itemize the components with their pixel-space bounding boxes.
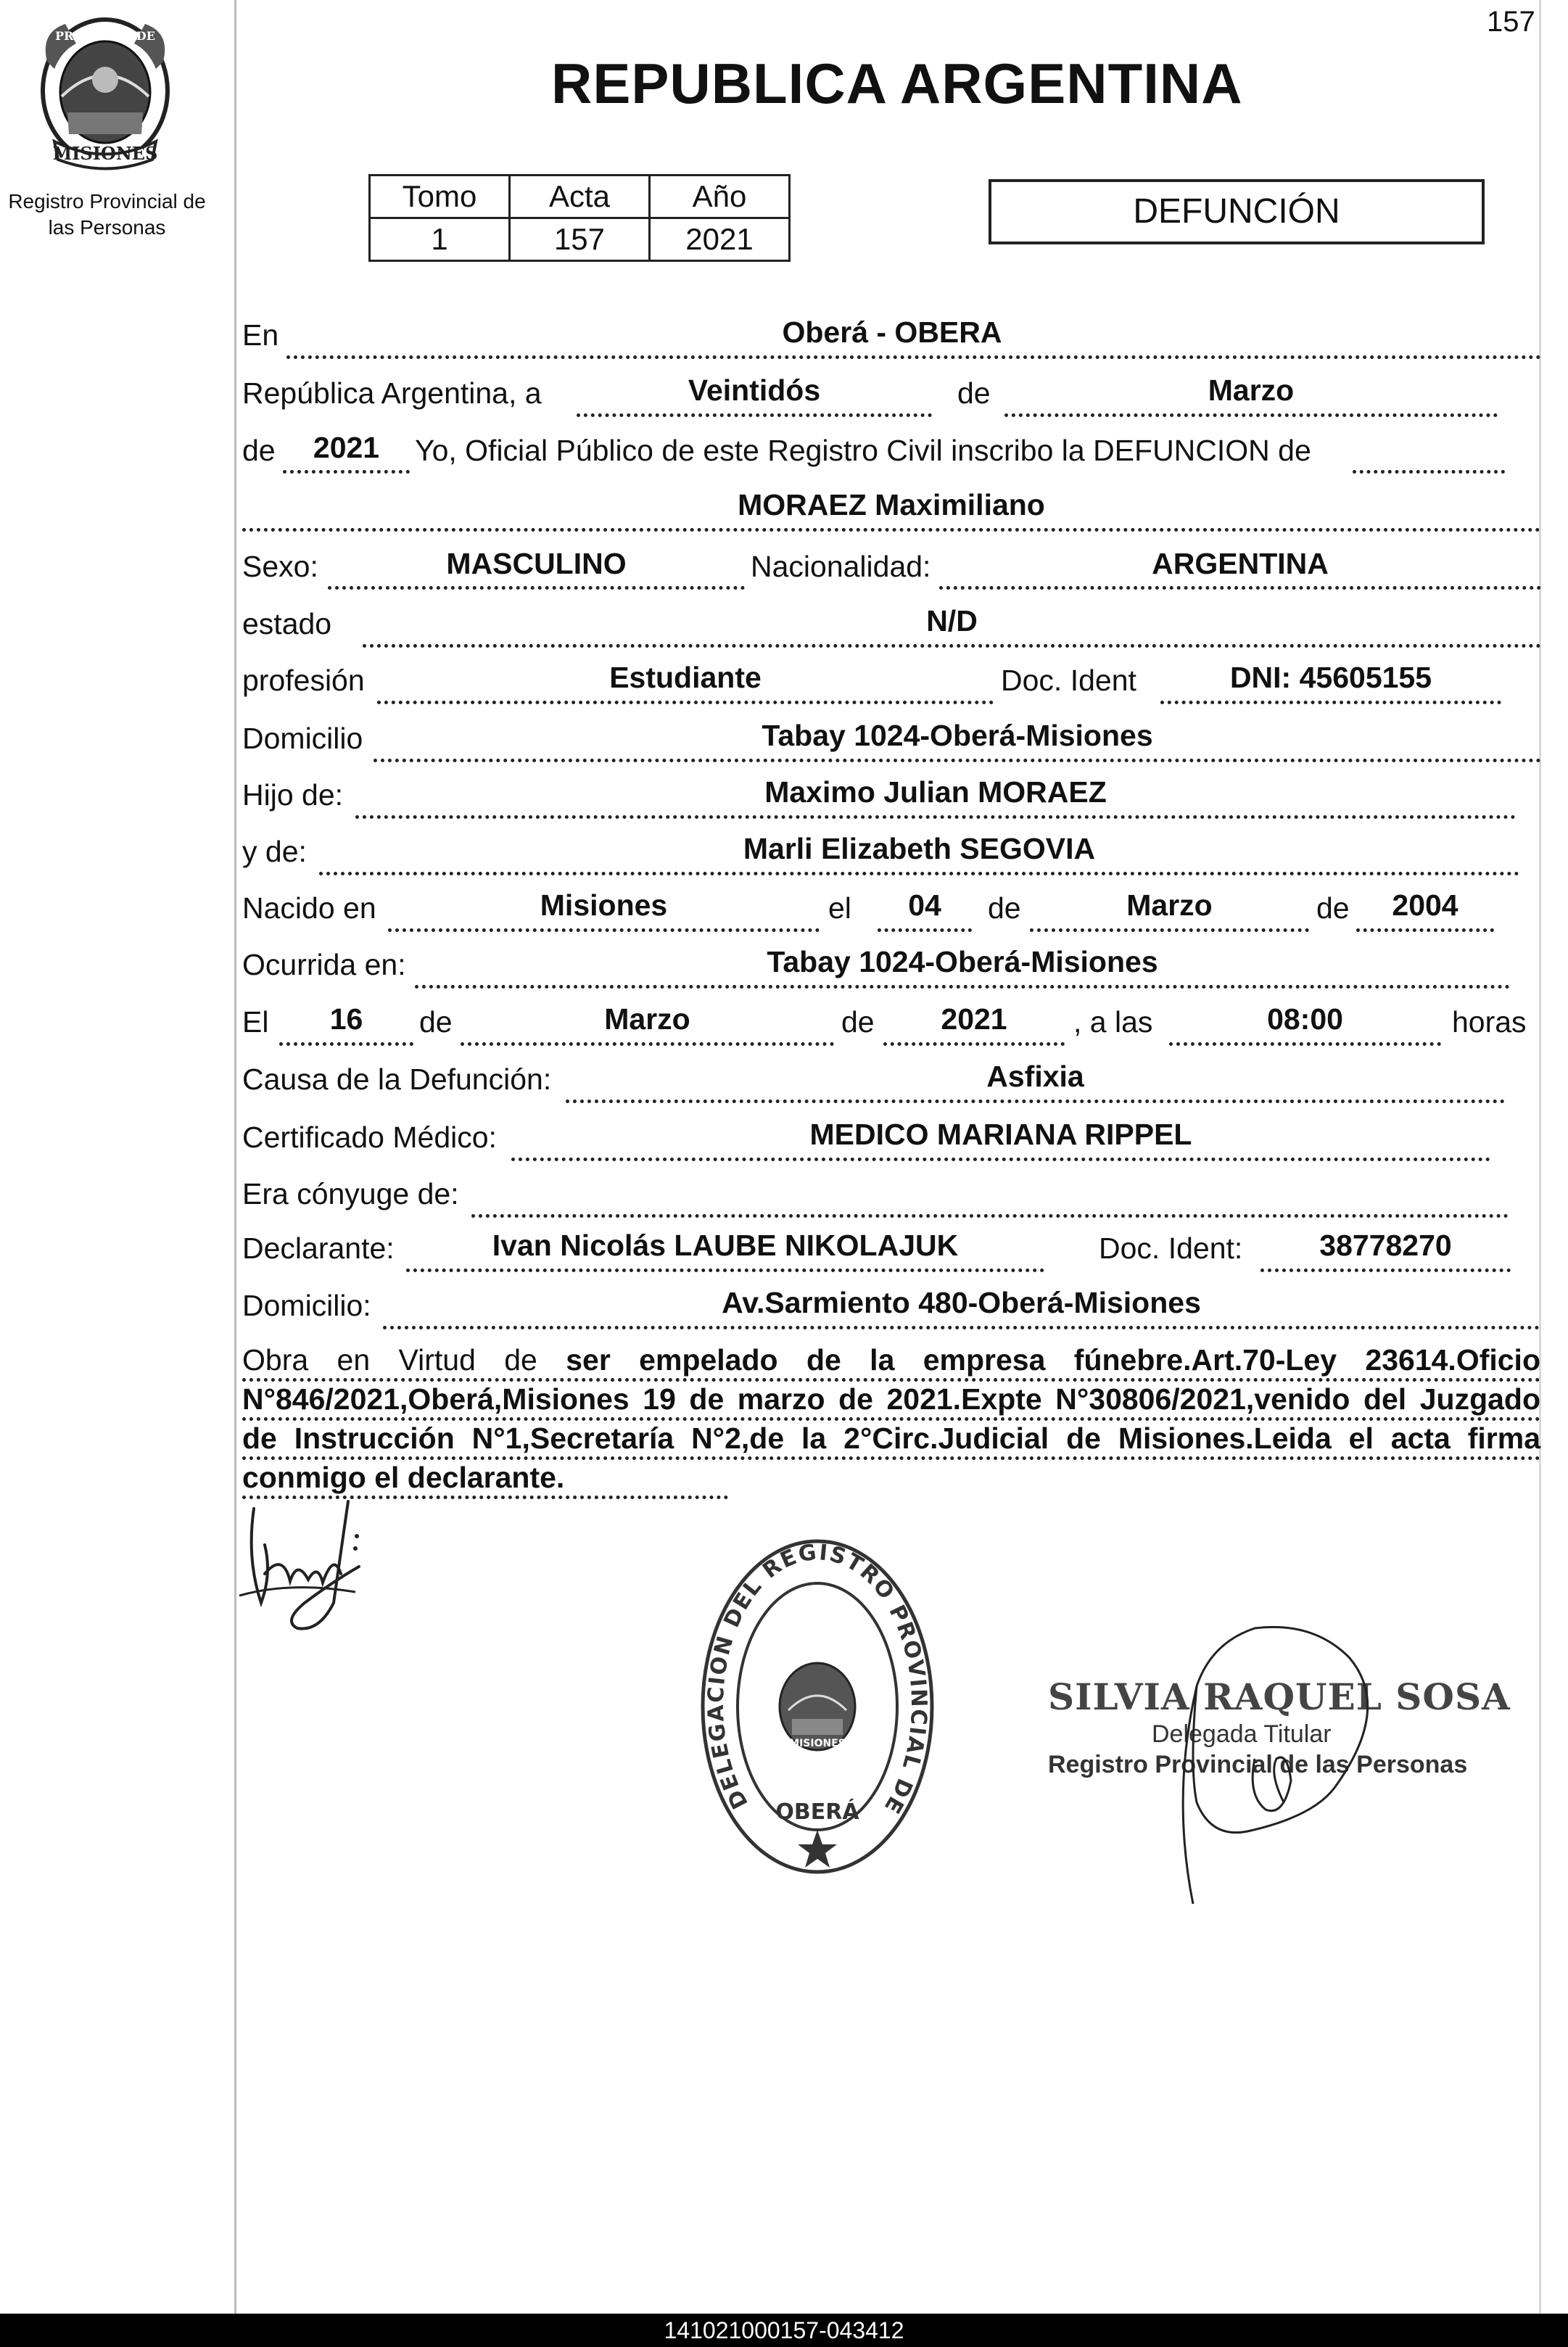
horas-label: horas xyxy=(1452,1005,1527,1039)
province-logo xyxy=(33,11,178,170)
doc-label: Doc. Ident xyxy=(1001,664,1136,697)
declarante-label: Declarante: xyxy=(242,1232,395,1265)
yde-dots xyxy=(319,872,1519,875)
nac-de-label-2: de xyxy=(1316,891,1350,925)
left-margin-line xyxy=(234,0,236,2314)
sexo-label: Sexo: xyxy=(242,550,318,583)
hora-value: 08:00 xyxy=(1267,1002,1343,1036)
obra-text: ser empelado de la empresa fúnebre.Art.70-Ley 23614.Oficio N°846/2021,Oberá,Misiones 19 de marzo de 2021.Expte N°30806/2021,venido del Juzgado de Instrucción N°1,Secretaría N°2,de la 2°Circ.Judicial de Misiones.Leida el acta firma conmigo el declarante. xyxy=(242,1343,1540,1494)
def-mes-value: Marzo xyxy=(604,1002,690,1036)
hora-dots xyxy=(1169,1042,1441,1046)
causa-label: Causa de la Defunción: xyxy=(242,1063,552,1096)
nac-de-label-1: de xyxy=(988,891,1021,925)
ocurrida-dots xyxy=(415,985,1510,989)
register-value-acta: 157 xyxy=(510,218,650,261)
svg-text:MISIONES: MISIONES xyxy=(789,1738,846,1749)
nacido-value: Misiones xyxy=(540,888,668,922)
def-dia-dots xyxy=(279,1042,413,1046)
sexo-value: MASCULINO xyxy=(446,547,627,580)
logo-caption-line1: Registro Provincial de xyxy=(8,190,206,213)
nac-anio-value: 2004 xyxy=(1392,888,1458,922)
republica-label: República Argentina, a xyxy=(242,376,542,410)
declarante-dots xyxy=(406,1269,1044,1272)
document-type-box: DEFUNCIÓN xyxy=(989,179,1485,244)
certificado-label: Certificado Médico: xyxy=(242,1121,497,1154)
svg-text:PROVINCIA DE: PROVINCIA DE xyxy=(55,29,155,43)
yde-value: Marli Elizabeth SEGOVIA xyxy=(743,832,1096,865)
register-header-tomo: Tomo xyxy=(370,176,510,218)
declarant-signature xyxy=(232,1494,370,1639)
dia-value: Veintidós xyxy=(688,374,821,407)
en-value: Oberá - OBERA xyxy=(782,315,1002,349)
hijo-value: Maximo Julian MORAEZ xyxy=(764,775,1107,809)
def-anio-dots xyxy=(883,1042,1065,1046)
mes-dots xyxy=(1004,413,1498,417)
alas-label: , a las xyxy=(1073,1005,1153,1039)
doc-dots xyxy=(1160,701,1501,704)
nombre-value: MORAEZ Maximiliano xyxy=(738,488,1045,521)
domicilio-dots xyxy=(374,759,1541,762)
nac-dia-dots xyxy=(878,928,972,932)
de-label-1: de xyxy=(957,376,991,410)
dia-dots xyxy=(577,413,932,417)
nac-el-label: el xyxy=(828,891,851,925)
sexo-dots xyxy=(328,586,745,590)
page-number: 157 xyxy=(1487,6,1535,38)
declarante-value: Ivan Nicolás LAUBE NIKOLAJUK xyxy=(492,1229,959,1262)
ocurrida-label: Ocurrida en: xyxy=(242,948,406,981)
def-dia-value: 16 xyxy=(329,1002,363,1036)
nac-anio-dots xyxy=(1356,928,1494,932)
inscribo-dots xyxy=(1353,470,1505,474)
domicilio-value: Tabay 1024-Oberá-Misiones xyxy=(762,719,1153,752)
official-office: Registro Provincial de las Personas xyxy=(1048,1751,1468,1778)
anio-dots xyxy=(283,470,410,474)
register-value-anio: 2021 xyxy=(650,218,790,261)
nac-mes-value: Marzo xyxy=(1126,888,1213,922)
official-signature xyxy=(1102,1577,1465,1918)
en-dots xyxy=(286,355,1541,359)
def-mes-dots xyxy=(461,1042,834,1046)
hijo-dots xyxy=(355,815,1516,819)
estado-label: estado xyxy=(242,607,332,640)
nacido-dots xyxy=(388,928,820,932)
obra-dots-2 xyxy=(242,1417,1540,1421)
decl-domicilio-label: Domicilio: xyxy=(242,1289,371,1322)
inscribo-text: Yo, Oficial Público de este Registro Civil inscribo la DEFUNCION de xyxy=(415,434,1311,467)
certificado-value: MEDICO MARIANA RIPPEL xyxy=(809,1118,1192,1151)
en-label: En xyxy=(242,318,279,352)
footer-code: 141021000157-043412 xyxy=(0,2314,1568,2347)
profesion-dots xyxy=(377,701,994,704)
decl-doc-value: 38778270 xyxy=(1319,1229,1452,1262)
svg-text:DELEGACION DEL REGISTRO PROVIN: DELEGACION DEL REGISTRO PROVINCIAL DE xyxy=(703,1539,932,1819)
anio-value: 2021 xyxy=(313,431,380,464)
nacionalidad-label: Nacionalidad: xyxy=(751,550,931,583)
official-name: SILVIA RAQUEL SOSA xyxy=(1048,1675,1511,1718)
register-table xyxy=(368,174,791,262)
official-role: Delegada Titular xyxy=(1152,1720,1332,1748)
conyuge-label: Era cónyuge de: xyxy=(242,1177,459,1210)
causa-value: Asfixia xyxy=(986,1060,1084,1093)
domicilio-label: Domicilio xyxy=(242,722,363,755)
def-de-label-2: de xyxy=(841,1005,875,1039)
ocurrida-value: Tabay 1024-Oberá-Misiones xyxy=(767,945,1158,978)
official-seal xyxy=(698,1536,937,1877)
nac-mes-dots xyxy=(1030,928,1309,932)
decl-doc-label: Doc. Ident: xyxy=(1099,1232,1243,1265)
decl-domicilio-value: Av.Sarmiento 480-Oberá-Misiones xyxy=(722,1286,1201,1319)
right-margin-line xyxy=(1539,0,1541,2314)
nacido-label: Nacido en xyxy=(242,891,376,925)
def-anio-value: 2021 xyxy=(941,1002,1007,1036)
svg-text:MISIONES: MISIONES xyxy=(52,143,158,164)
register-value-tomo: 1 xyxy=(370,218,510,261)
logo-caption-line2: las Personas xyxy=(48,216,166,239)
obra-dots-3 xyxy=(242,1456,1540,1460)
obra-label: Obra en Virtud de xyxy=(242,1343,537,1377)
certificado-dots xyxy=(511,1158,1490,1161)
page-title: REPUBLICA ARGENTINA xyxy=(551,51,1243,115)
svg-text:OBERÁ: OBERÁ xyxy=(775,1799,859,1825)
nac-dia-value: 04 xyxy=(908,888,941,922)
register-header-acta: Acta xyxy=(510,176,650,218)
register-header-anio: Año xyxy=(650,176,790,218)
profesion-label: profesión xyxy=(242,664,365,697)
nombre-dots xyxy=(242,528,1540,532)
estado-dots xyxy=(363,644,1541,648)
causa-dots xyxy=(566,1100,1505,1103)
doc-value: DNI: 45605155 xyxy=(1229,661,1432,694)
yde-label: y de: xyxy=(242,835,307,868)
decl-domicilio-dots xyxy=(383,1326,1540,1329)
obra-dots-1 xyxy=(242,1378,1540,1382)
nacionalidad-dots xyxy=(939,586,1541,590)
nacionalidad-value: ARGENTINA xyxy=(1152,547,1329,580)
decl-doc-dots xyxy=(1260,1269,1511,1272)
de-label-2: de xyxy=(242,434,276,467)
mes-value: Marzo xyxy=(1208,374,1295,407)
hijo-label: Hijo de: xyxy=(242,778,344,812)
conyuge-dots xyxy=(471,1214,1509,1218)
def-el-label: El xyxy=(242,1005,269,1039)
profesion-value: Estudiante xyxy=(609,661,762,694)
def-de-label-1: de xyxy=(419,1005,453,1039)
estado-value: N/D xyxy=(926,604,978,638)
